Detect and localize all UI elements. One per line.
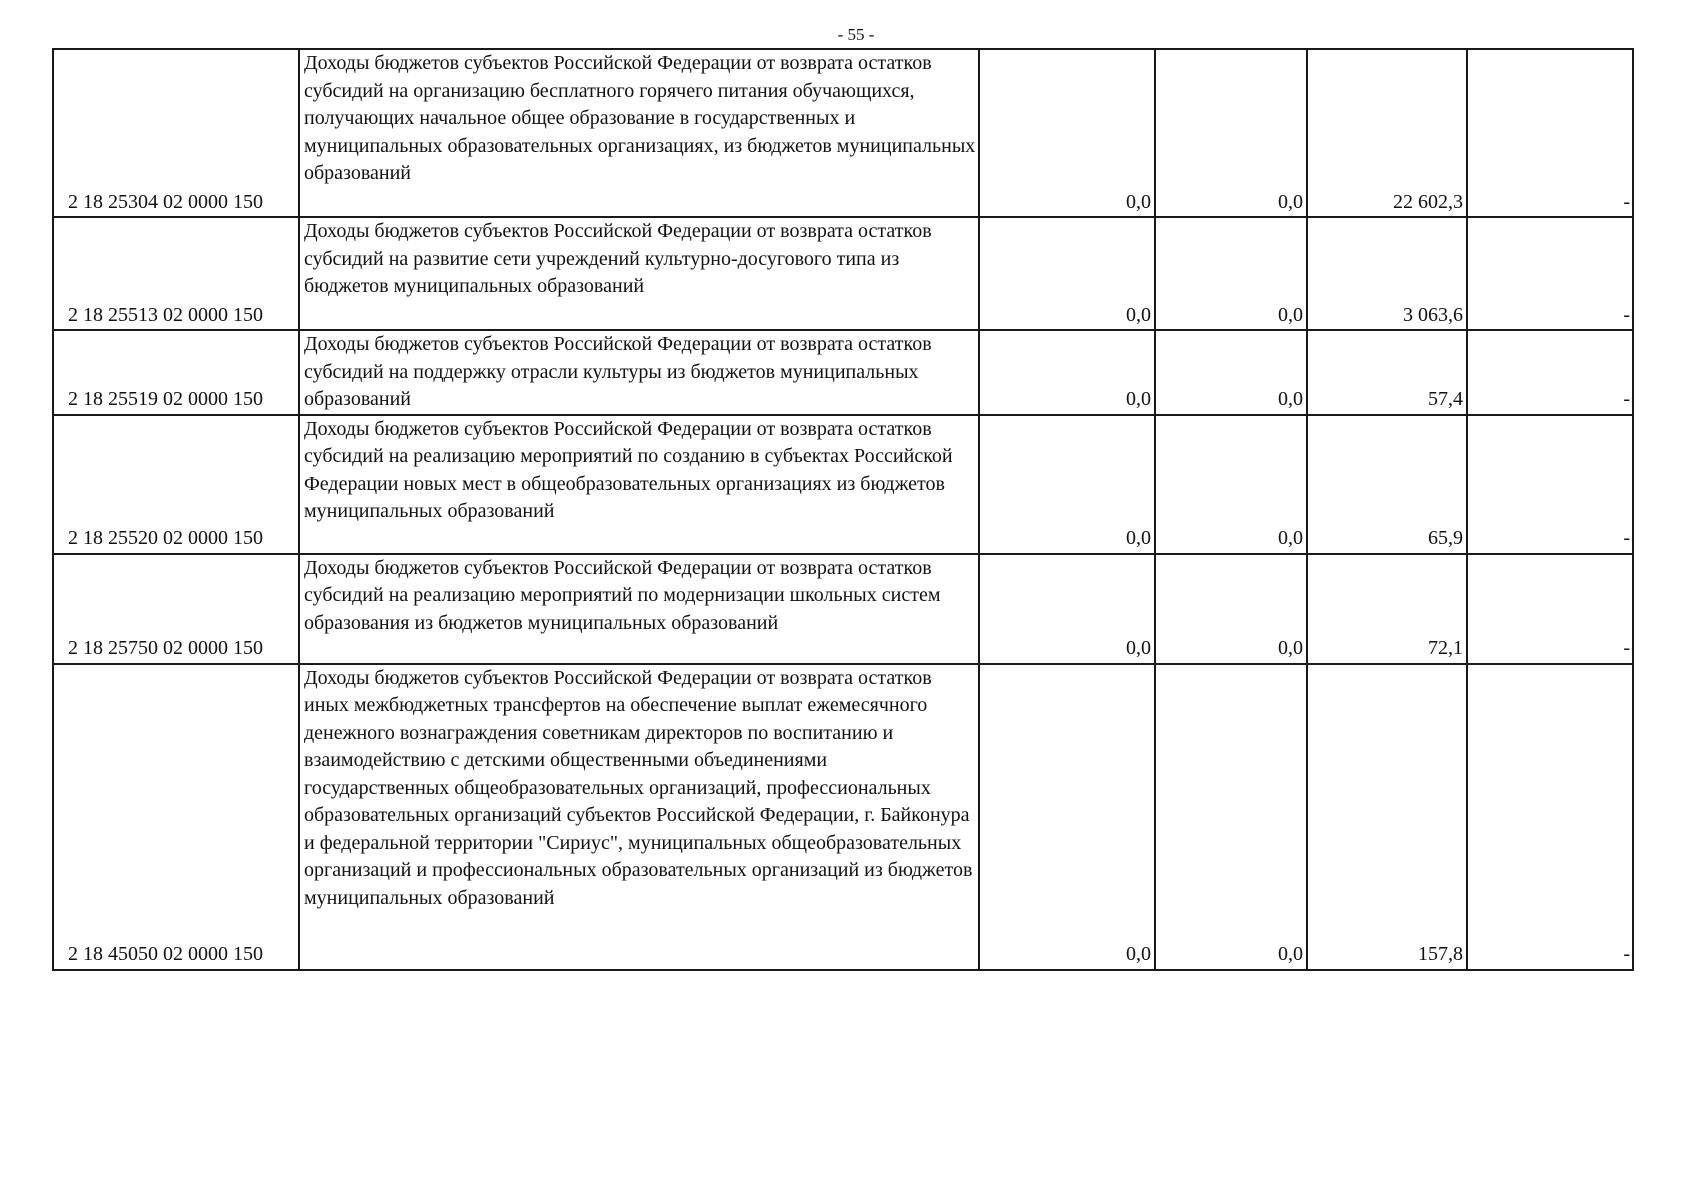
- amount-cell-2: 0,0: [1155, 330, 1307, 415]
- amount-cell-2: 0,0: [1155, 49, 1307, 217]
- description-text: Доходы бюджетов субъектов Российской Федерации от возврата остатков субсидий на поддержку отрасли культуры из бюджетов муниципальных образований: [304, 333, 932, 410]
- description-text: Доходы бюджетов субъектов Российской Федерации от возврата остатков субсидий на реализацию мероприятий по созданию в субъектах Российской Федерации новых мест в общеобразовательных организациях из бюджетов муниципальных образований: [304, 417, 953, 522]
- description-text: Доходы бюджетов субъектов Российской Федерации от возврата остатков субсидий на развитие сети учреждений культурно-досугового типа из бюджетов муниципальных образований: [304, 220, 932, 297]
- amount-cell-3: 57,4: [1307, 330, 1467, 415]
- description-text: Доходы бюджетов субъектов Российской Федерации от возврата остатков иных межбюджетных трансфертов на обеспечение выплат ежемесячного денежного вознаграждения советникам директоров по воспитанию и взаимодействию с детскими общественными объединениями государственных общеобразовательных организаций, профессиональных образовательных организаций субъектов Российской Федерации, г. Байконура и федеральной территории "Сириус", муниципальных общеобразовательных организаций и профессиональных образовательных организаций из бюджетов муниципальных образований: [304, 666, 973, 909]
- description-cell: [299, 415, 979, 554]
- budget-code-cell: 2 18 25304 02 0000 150: [53, 49, 299, 217]
- amount-cell-2: 0,0: [1155, 217, 1307, 330]
- budget-code-cell: 2 18 25513 02 0000 150: [53, 217, 299, 330]
- table-row: [53, 415, 1633, 554]
- description-cell: [299, 217, 979, 330]
- description-cell: [299, 554, 979, 664]
- amount-cell-4: -: [1467, 217, 1633, 330]
- amount-cell-1: 0,0: [979, 217, 1155, 330]
- description-text: Доходы бюджетов субъектов Российской Федерации от возврата остатков субсидий на организацию бесплатного горячего питания обучающихся, получающих начальное общее образование в государственных и муниципальных образовательных организациях, из бюджетов муниципальных образований: [304, 52, 976, 184]
- amount-cell-4: -: [1467, 330, 1633, 415]
- table-row: [53, 554, 1633, 664]
- amount-cell-3: 22 602,3: [1307, 49, 1467, 217]
- amount-cell-2: 0,0: [1155, 664, 1307, 970]
- amount-cell-1: 0,0: [979, 554, 1155, 664]
- amount-cell-4: -: [1467, 664, 1633, 970]
- description-cell: [299, 49, 979, 217]
- budget-revenue-table: [52, 48, 1634, 971]
- budget-code-cell: 2 18 25519 02 0000 150: [53, 330, 299, 415]
- description-cell: [299, 664, 979, 970]
- table-row: [53, 664, 1633, 970]
- page-number: - 55 -: [837, 25, 875, 44]
- amount-cell-1: 0,0: [979, 415, 1155, 554]
- budget-code-cell: 2 18 25750 02 0000 150: [53, 554, 299, 664]
- amount-cell-4: -: [1467, 49, 1633, 217]
- amount-cell-3: 3 063,6: [1307, 217, 1467, 330]
- description-cell: [299, 330, 979, 415]
- amount-cell-2: 0,0: [1155, 554, 1307, 664]
- amount-cell-3: 72,1: [1307, 554, 1467, 664]
- amount-cell-1: 0,0: [979, 664, 1155, 970]
- description-text: Доходы бюджетов субъектов Российской Федерации от возврата остатков субсидий на реализацию мероприятий по модернизации школьных систем образования из бюджетов муниципальных образований: [304, 556, 941, 634]
- table-row: [53, 49, 1633, 217]
- table-row: [53, 330, 1633, 415]
- budget-code-cell: 2 18 25520 02 0000 150: [53, 415, 299, 554]
- amount-cell-3: 157,8: [1307, 664, 1467, 970]
- table-row: [53, 217, 1633, 330]
- amount-cell-3: 65,9: [1307, 415, 1467, 554]
- amount-cell-4: -: [1467, 415, 1633, 554]
- amount-cell-4: -: [1467, 554, 1633, 664]
- budget-code-cell: 2 18 45050 02 0000 150: [53, 664, 299, 970]
- amount-cell-2: 0,0: [1155, 415, 1307, 554]
- amount-cell-1: 0,0: [979, 330, 1155, 415]
- amount-cell-1: 0,0: [979, 49, 1155, 217]
